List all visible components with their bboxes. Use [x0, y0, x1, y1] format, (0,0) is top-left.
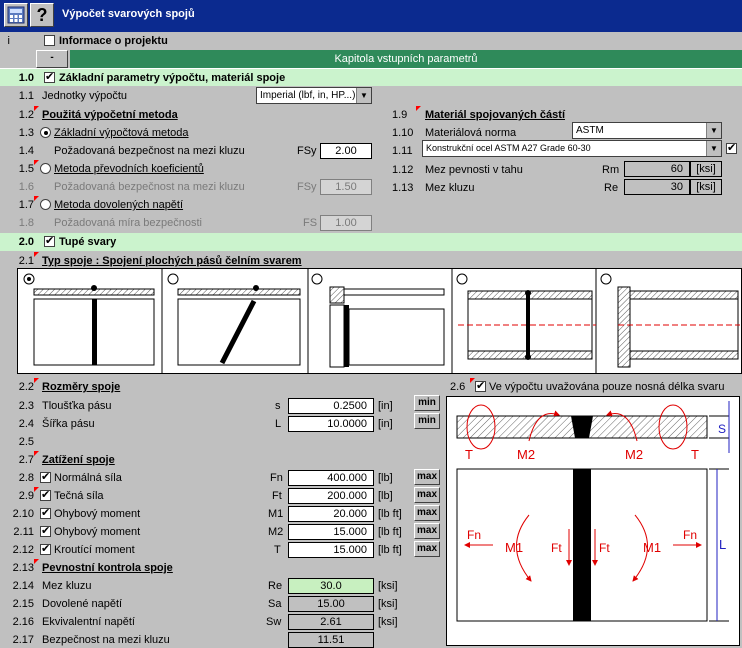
row-number: 2.11 [13, 526, 34, 538]
width-unit: [in] [378, 418, 393, 430]
section-2-checkbox[interactable] [44, 236, 55, 247]
row-sa [0, 595, 440, 613]
width-label: Šířka pásu [42, 418, 95, 430]
norm-value: ASTM [576, 125, 604, 136]
fn-right-label: Fn [683, 528, 698, 542]
row-number: 2.1 [18, 255, 34, 267]
app-menu-button[interactable] [4, 3, 28, 27]
fn-unit: [lb] [378, 472, 393, 484]
re-label: Mez kluzu [425, 182, 475, 194]
method-3-label[interactable]: Metoda dovolených napětí [54, 199, 184, 211]
chevron-down-icon[interactable]: ▼ [356, 88, 371, 103]
row-number: i [7, 35, 10, 47]
rm-label: Mez pevnosti v tahu [425, 164, 523, 176]
nosna-checkbox[interactable] [475, 381, 486, 392]
row-number: 2.7 [18, 454, 34, 466]
row-number: 2.17 [12, 634, 34, 646]
fn-checkbox[interactable] [40, 472, 51, 483]
fsy2-symbol: FSy [297, 181, 317, 193]
method-1-label[interactable]: Základní výpočtová metoda [54, 127, 189, 139]
thickness-min-button[interactable]: min [414, 395, 440, 411]
rm-unit: [ksi] [690, 161, 722, 177]
fsy2-label: Požadovaná bezpečnost na mezi kluzu [54, 181, 245, 193]
mt-label: Kroutící moment [54, 544, 135, 556]
chapter-title: Kapitola vstupních parametrů [70, 50, 742, 68]
mt-checkbox[interactable] [40, 544, 51, 555]
row-number: 1.10 [392, 127, 414, 139]
units-label: Jednotky výpočtu [42, 90, 127, 102]
m2-label: Ohybový moment [54, 526, 141, 538]
fn-symbol: Fn [270, 472, 283, 484]
material-value: Konstrukční ocel ASTM A27 Grade 60-30 [426, 143, 591, 153]
units-select[interactable] [256, 87, 372, 104]
row-number: 2.3 [18, 400, 34, 412]
row-number: 2.4 [18, 418, 34, 430]
row-number: 1.11 [392, 145, 413, 157]
norm-label: Materiálová norma [425, 127, 517, 139]
comment-marker [34, 559, 39, 564]
row-number: 2.15 [12, 598, 34, 610]
m2-checkbox[interactable] [40, 526, 51, 537]
method-2-label[interactable]: Metoda převodních koeficientů [54, 163, 204, 175]
row-number: 1.5 [18, 163, 34, 175]
fn-input[interactable]: 400.000 [288, 470, 374, 486]
section-title: Základní parametry výpočtu, materiál spoje [59, 72, 286, 84]
row-number: 1.4 [18, 145, 34, 157]
fs-result-label: Bezpečnost na mezi kluzu [42, 634, 170, 646]
comment-marker [34, 252, 39, 257]
ft-checkbox[interactable] [40, 490, 51, 501]
m2-input[interactable]: 15.000 [288, 524, 374, 540]
fs-result-value: 11.51 [288, 632, 374, 648]
sa-value: 15.00 [288, 596, 374, 612]
row-number: 2.5 [18, 436, 34, 448]
joint-types-svg [18, 269, 741, 373]
row-number: 2.8 [18, 472, 34, 484]
fsy-input[interactable]: 2.00 [320, 143, 372, 159]
sa-label: Dovolené napětí [42, 598, 123, 610]
row-loads-header [0, 451, 440, 469]
row-sw [0, 613, 440, 631]
m2-symbol: M2 [268, 526, 284, 538]
m1-left-label: M1 [505, 540, 524, 555]
chevron-down-icon[interactable]: ▼ [706, 141, 721, 156]
re-value: 30 [624, 179, 690, 195]
section-title: Tupé svary [59, 236, 117, 248]
joint-type-3[interactable] [312, 274, 444, 367]
row-m1 [0, 505, 440, 523]
row-check-re [0, 577, 440, 595]
row-number: 1.6 [18, 181, 34, 193]
m1-input[interactable]: 20.000 [288, 506, 374, 522]
row-number: 2.2 [18, 381, 34, 393]
ft-max-button[interactable]: max [414, 487, 440, 503]
fsy-label: Požadovaná bezpečnost na mezi kluzu [54, 145, 245, 157]
comment-marker [34, 160, 39, 165]
sw-unit: [ksi] [378, 616, 398, 628]
joint-type-label: Typ spoje : Spojení plochých pásů čelním svarem [42, 255, 302, 267]
row-number: 2.6 [450, 381, 466, 393]
fn-label: Normálná síla [54, 472, 122, 484]
ft-input[interactable]: 200.000 [288, 488, 374, 504]
row-fs-result [0, 631, 440, 648]
row-2-5 [0, 433, 440, 451]
row-number: 2.10 [12, 508, 34, 520]
row-check-header [0, 559, 440, 577]
check-re-label: Mez kluzu [42, 580, 92, 592]
sa-unit: [ksi] [378, 598, 398, 610]
torsion-right-label: T [691, 447, 699, 462]
fs-symbol: FS [303, 217, 318, 229]
joint-type-2[interactable] [168, 274, 300, 365]
fs-input: 1.00 [320, 215, 372, 231]
row-number: 2.13 [12, 562, 34, 574]
comment-marker [34, 106, 39, 111]
comment-marker [34, 378, 39, 383]
material-panel [382, 106, 742, 232]
m1-checkbox[interactable] [40, 508, 51, 519]
method-1-radio[interactable] [40, 127, 51, 138]
check-re-unit: [ksi] [378, 580, 398, 592]
row-units [0, 87, 742, 105]
loads-header: Zatížení spoje [42, 454, 115, 466]
m1-max-button[interactable]: max [414, 505, 440, 521]
info-label: Informace o projektu [59, 35, 168, 47]
info-row [0, 32, 742, 50]
collapse-button[interactable]: - [36, 50, 68, 68]
comment-marker [416, 106, 421, 111]
row-number: 1.3 [18, 127, 34, 139]
width-input[interactable]: 10.0000 [288, 416, 374, 432]
fn-max-button[interactable]: max [414, 469, 440, 485]
row-nosna [446, 378, 742, 396]
rm-value: 60 [624, 161, 690, 177]
comment-marker [34, 451, 39, 456]
joint-type-1[interactable] [24, 274, 154, 365]
check-re-symbol: Re [268, 580, 283, 592]
joint-type-gallery [17, 268, 742, 374]
material-checkbox[interactable] [726, 143, 737, 154]
method-2-radio[interactable] [40, 163, 51, 174]
chevron-down-icon[interactable]: ▼ [706, 123, 721, 138]
re-unit: [ksi] [690, 179, 722, 195]
load-diagram [446, 396, 740, 646]
thickness-dim-label: S [718, 422, 727, 436]
row-number: 2.16 [12, 616, 34, 628]
row-number: 2.9 [18, 490, 34, 502]
row-number: 1.9 [392, 109, 408, 121]
window-title: Výpočet svarových spojů [62, 8, 195, 20]
re-symbol: Re [604, 182, 619, 194]
row-number: 2.0 [18, 236, 34, 248]
row-number: 1.8 [18, 217, 34, 229]
method-header: Použitá výpočetní metoda [42, 109, 178, 121]
m1-unit: [lb ft] [378, 508, 402, 520]
row-mt [0, 541, 440, 559]
norm-select[interactable] [572, 122, 722, 139]
m2-right-label: M2 [625, 447, 644, 462]
m1-symbol: M1 [268, 508, 284, 520]
ft-left-label: Ft [551, 541, 562, 555]
width-symbol: L [275, 418, 282, 430]
mt-unit: [lb ft] [378, 544, 402, 556]
joint-type-4[interactable] [457, 274, 596, 360]
fsy2-input: 1.50 [320, 179, 372, 195]
row-number: 2.12 [12, 544, 34, 556]
row-number: 1.12 [392, 164, 414, 176]
row-number: 1.13 [392, 182, 414, 194]
dims-header: Rozměry spoje [42, 381, 121, 393]
fn-left-label: Fn [467, 528, 482, 542]
m2-left-label: M2 [517, 447, 536, 462]
material-select[interactable] [422, 140, 722, 157]
section-1-checkbox[interactable] [44, 72, 55, 83]
sw-label: Ekvivalentní napětí [42, 616, 135, 628]
check-header: Pevnostní kontrola spoje [42, 562, 173, 574]
ft-symbol: Ft [272, 490, 282, 502]
title-bar [0, 0, 742, 32]
row-number: 1.7 [18, 199, 34, 211]
section-header-1 [0, 68, 742, 86]
m2-max-button[interactable]: max [414, 523, 440, 539]
width-dim-label: L [719, 537, 727, 552]
torsion-left-label: T [465, 447, 473, 462]
thickness-label: Tloušťka pásu [42, 400, 112, 412]
rm-symbol: Rm [602, 164, 620, 176]
m2-unit: [lb ft] [378, 526, 402, 538]
row-number: 1.0 [18, 72, 34, 84]
mt-max-button[interactable]: max [414, 541, 440, 557]
comment-marker [34, 196, 39, 201]
units-value: Imperial (lbf, in, HP...) [260, 90, 356, 101]
sa-symbol: Sa [268, 598, 282, 610]
fsy-symbol: FSy [297, 145, 317, 157]
info-checkbox[interactable] [44, 35, 55, 46]
m1-right-label: M1 [643, 540, 662, 555]
sw-symbol: Sw [266, 616, 282, 628]
row-m2 [0, 523, 440, 541]
ft-right-label: Ft [599, 541, 610, 555]
load-diagram-svg [447, 397, 739, 645]
row-number: 2.14 [12, 580, 34, 592]
m1-label: Ohybový moment [54, 508, 141, 520]
mt-symbol: T [274, 544, 281, 556]
comment-marker [34, 487, 39, 492]
row-number: 1.2 [18, 109, 34, 121]
check-re-value[interactable]: 30.0 [288, 578, 374, 594]
joint-type-5[interactable] [601, 274, 740, 367]
nosna-label: Ve výpočtu uvažována pouze nosná délka svaru [489, 381, 725, 393]
width-min-button[interactable]: min [414, 413, 440, 429]
sw-value: 2.61 [288, 614, 374, 630]
row-ft [0, 487, 440, 505]
thickness-unit: [in] [378, 400, 393, 412]
fs-label: Požadovaná míra bezpečnosti [54, 217, 202, 229]
material-header: Materiál spojovaných částí [425, 109, 565, 121]
ft-label: Tečná síla [54, 490, 104, 502]
method-3-radio[interactable] [40, 199, 51, 210]
ft-unit: [lb] [378, 490, 393, 502]
thickness-input[interactable]: 0.2500 [288, 398, 374, 414]
help-button[interactable]: ? [30, 3, 54, 27]
thickness-symbol: s [275, 400, 281, 412]
mt-input[interactable]: 15.000 [288, 542, 374, 558]
section-header-2 [0, 233, 742, 251]
calculator-icon [5, 4, 27, 26]
row-number: 1.1 [18, 90, 34, 102]
row-fn [0, 469, 440, 487]
